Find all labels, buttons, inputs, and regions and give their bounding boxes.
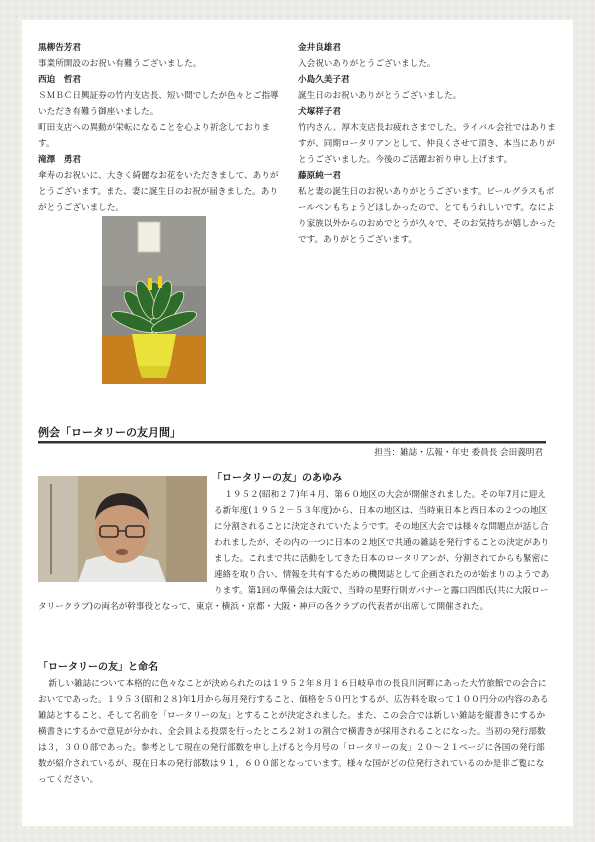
member-name: 藤原純一君 [298,171,341,181]
member-message: ＳＭＢＣ日興証券の竹内支店長、短い間でしたが色々とご指導いただき有難う御座いました。 町田支店への異動が栄転になることを心より祈念しております。 [38,91,279,149]
member-message: 入会祝いありがとうございました。 [298,59,436,69]
ayumi-paragraph: １９５２(昭和２７)年４月、第６０地区の大会が開催されました。その年7月に迎える新年度(１９５２－５３年度)から、日本の地区は、当時東日本と西日本の２つの地区に分割されることに決定されていたようです。その地区大会では様々な問題点が話し合われましたが、その内の一つに日本の２地区で共通の雑誌を発行することの決定がありました。これまで共に活動をしてきた日本のロータリアンが、分割されてからも緊密に連絡を取り合い、情報を共有するための機関誌として企画されたのが始まりのようであります。第1回の準備会は大阪で、当時の星野行則ガバナーと露口四郎氏(共に大阪ロータリークラブ)の両名が幹事役となって、東京・横浜・京都・大阪・神戸の各クラブの代表者が出席して開催された。 [38,490,550,612]
title-rule [38,441,546,444]
member-name: 犬塚祥子君 [298,107,341,117]
section-credit: 担当：雑誌・広報・年史 委員長 会田義明君 [374,448,543,458]
plant-photo [102,216,206,384]
member-message: 事業所開設のお祝い有難うございました。 [38,59,202,69]
member-message: 誕生日のお祝いありがとうございました。 [298,91,462,101]
ayumi-body [38,487,552,615]
left-messages [38,40,286,216]
section-title: 例会「ロータリーの友月間」 [38,426,181,439]
page [22,20,573,826]
member-message: 私と妻の誕生日のお祝いありがとうございます。ビールグラスもボールペンもちょうどほしかったので、とてもうれしいです。なにより家族以外からのおめでとうが久々で、そのお気持ちが嬉しかったです。ありがとうございます。 [298,187,556,245]
ayumi-heading: 「ロータリーの友」のあゆみ [212,473,342,484]
naming-heading: 「ロータリーの友」と命名 [38,662,158,673]
member-name: 小島久美子君 [298,75,350,85]
member-name: 黒柳告芳君 [38,43,81,53]
member-name: 滝澤 勇君 [38,155,81,165]
ayumi-section [212,471,552,487]
member-message: 竹内さん、厚木支店長お疲れさまでした。ライバル会社ではありますが、同期ロータリアンとして、仲良くさせて頂き、本当にありがとうございました。今後のご活躍お祈り申し上げます。 [298,123,556,165]
member-message: 傘寿のお祝いに、大きく綺麗なお花をいただきまして、ありがとうございます。また、妻に誕生日のお祝が届きました。ありがとうございました。 [38,171,279,213]
member-name: 西迫 哲君 [38,75,81,85]
member-name: 金井良雄君 [298,43,341,53]
naming-section [38,660,552,788]
photo-float-spacer [38,487,214,591]
naming-paragraph: 新しい雑誌について本格的に色々なことが決められたのは１９５２年８月１６日岐阜市の長良川河畔にあった大竹旅館での会合においてであった。１９５３(昭和２８)年1月から毎月発行すること、価格を５０円とするが、広告料を取って１００円分の内容のある雑誌とすること、そして名前を「ロータリーの友」とすることが決定されました。また、この会合では新しい雑誌を縦書きにするか横書きにするかで意見が分かれ、全会員よる投票を行ったところ２対１の割合で横書きが採用されることになった。当初の発行部数は３，３００部であった。参考として現在の発行部数を申し上げると今月号の「ロータリーの友」２０～２１ページに各国の発行部数が紹介されているが、現在日本の発行部数は９１，６００部となっています。様々な国がどの位発行されているのか是非ご覧になってください。 [38,679,549,785]
right-messages [298,40,556,248]
